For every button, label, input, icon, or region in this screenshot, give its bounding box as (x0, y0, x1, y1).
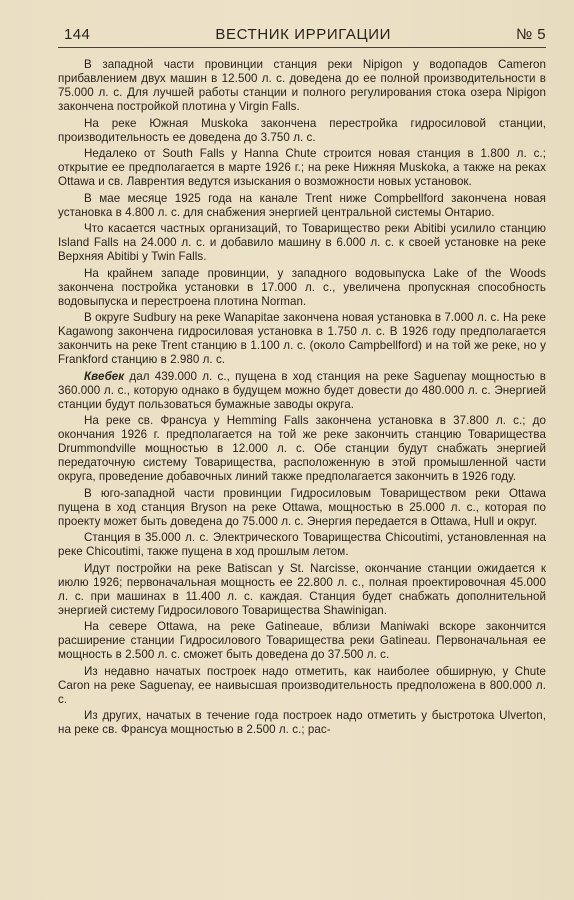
paragraph: В округе Sudbury на реке Wanapitae закончена новая установка в 7.000 л. с. На реке Kagawong закончена гидросиловая установка в 1.750 л. с. В 1926 году предполагается закончить на реке Trent станцию в 1.100 л. с. (около Campbellford) и на той же реке, но у Frankford станцию в 2.980 л. с. (58, 311, 546, 366)
journal-title: ВЕСТНИК ИРРИГАЦИИ (215, 26, 391, 43)
paragraph: В западной части провинции станция реки Nipigon у водопадов Cameron прибавлением двух машин в 12.500 л. с. доведена до ее полной производительности в 75.000 л. с. Для лучшей работы станции и полного регулирования стока озера Nipigon закончена постройкой плотина у Virgin Falls. (58, 58, 546, 113)
paragraph: Недалеко от South Falls у Hanna Chute строится новая станция в 1.800 л. с.; открытие ее предполагается в марте 1926 г.; на реке Нижняя Muskoka, а также на реках Ottawa и св. Лаврентия ведутся изыскания о возможности новых установок. (58, 147, 546, 188)
paragraph: В юго-западной части провинции Гидросиловым Товариществом реки Ottawa пущена в ход станция Bryson на реке Ottawa, мощностью в 25.000 л. с., которая по проекту может быть доведена до 75.000 л. с. Энергия передается в Ottawa, Hull и округ. (58, 486, 546, 528)
paragraph: Из недавно начатых построек надо отметить, как наиболее обширную, у Chute Caron на реке Saguenay, ее наивысшая производительность предположена в 800.000 л. с. (58, 664, 546, 706)
section-lead-quebec: Квебек (84, 369, 125, 383)
paragraph: Идут постройки на реке Batiscan у St. Narcisse, окончание станции ожидается к июлю 1926; первоначальная мощность ее 22.800 л. с., полная проектировочная 45.000 л. с. при машинах в 11.400 л. с. каждая. Станция будет снабжать дополнительной энергией систему Гидросилового Товарищества Shawinigan. (58, 561, 546, 617)
paragraph: Что касается частных организаций, то Товарищество реки Abitibi усилило станцию Island Falls на 24.000 л. с. и добавило машину в 6.000 л. с. к своей установке на реке Верхняя Abitibi у Twin Falls. (58, 222, 546, 263)
paragraph: В мае месяце 1925 года на канале Trent ниже Compbellford закончена новая установка в 4.800 л. с. для снабжения энергией центральной системы Онтарио. (58, 191, 546, 219)
article-body (58, 58, 546, 737)
paragraph: На севере Ottawa, на реке Gatineaue, вблизи Maniwaki вскоре закончится расширение станции Гидросилового Товарищества реки Gatineau. Первоначальная ее мощность в 2.500 л. с. сможет быть доведена до 37.500 л. с. (58, 620, 546, 661)
paragraph: На крайнем западе провинции, у западного водовыпуска Lake of the Woods закончена постройка установки в 17.000 л. с., увеличена пропускная способность водовыпуска и перестроена плотина Norman. (58, 266, 546, 308)
page-number: 144 (64, 26, 91, 43)
issue-number: № 5 (516, 26, 546, 43)
quebec-text: дал 439.000 л. с., пущена в ход станция на реке Saguenay мощностью в 360.000 л. с., которую однако в будущем можно будет довести до 480.000 л. с. Энергией станции будут пользоваться бумажные заводы округа. (58, 369, 546, 411)
running-header (58, 26, 546, 48)
paragraph: На реке Южная Muskoka закончена перестройка гидросиловой станции, производительность ее доведена до 3.750 л. с. (58, 116, 546, 144)
paragraph: Из других, начатых в течение года построек надо отметить у быстротока Ulverton, на реке св. Франсуа мощностью в 2.500 л. с.; рас- (58, 709, 546, 736)
paragraph: На реке св. Франсуа у Hemming Falls закончена установка в 37.800 л. с.; до окончания 1926 г. предполагается на той же реке закончить станцию Товарищества Drummondville мощностью в 12.000 л. с. Обе станции будут снабжать энергией передаточную систему Товарищества, расположенную в этой промышленной части округа, проведение добавочных линий также предполагается закончить в 1926 году. (58, 414, 546, 483)
paragraph: Станция в 35.000 л. с. Электрического Товарищества Chicoutimi, установленная на реке Chicoutimi, также пущена в ход прошлым летом. (58, 531, 546, 558)
quebec-paragraph (58, 370, 546, 412)
